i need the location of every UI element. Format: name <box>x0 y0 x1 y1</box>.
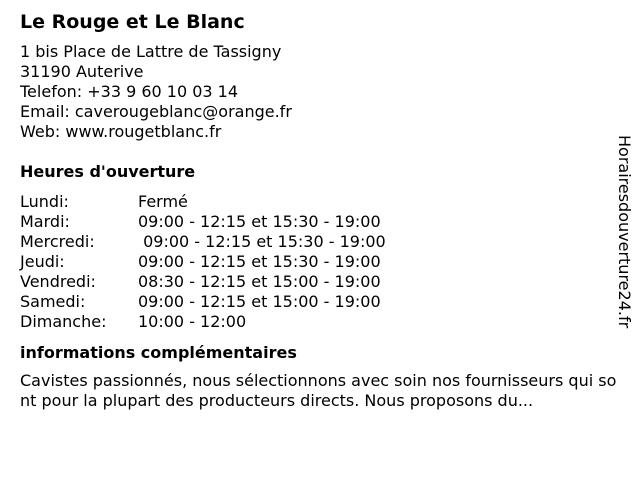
day-label: Vendredi: <box>20 272 96 291</box>
contact-block <box>20 42 620 142</box>
hours-row-vendredi <box>20 272 620 292</box>
time-value: 09:00 - 12:15 et 15:00 - 19:00 <box>138 292 381 311</box>
day-label: Dimanche: <box>20 312 107 331</box>
hours-heading: Heures d'ouverture <box>20 162 196 181</box>
address-line-1: 1 bis Place de Lattre de Tassigny <box>20 42 282 61</box>
day-label: Jeudi: <box>20 252 65 271</box>
day-label: Mercredi: <box>20 232 95 251</box>
phone-number: Telefon: +33 9 60 10 03 14 <box>20 82 239 101</box>
day-label: Lundi: <box>20 192 69 211</box>
hours-row-mardi <box>20 212 620 232</box>
info-description: Cavistes passionnés, nous sélectionnons avec soin nos fournisseurs qui sont pour la plupart des producteurs directs. Nous proposons du... <box>20 371 617 410</box>
time-value: Fermé <box>138 192 188 211</box>
info-heading: informations complémentaires <box>20 343 297 362</box>
business-name: Le Rouge et Le Blanc <box>20 11 245 33</box>
opening-hours-table <box>20 192 620 332</box>
time-value: 10:00 - 12:00 <box>138 312 247 331</box>
business-card <box>20 10 620 411</box>
website: Web: www.rougetblanc.fr <box>20 122 222 141</box>
hours-row-lundi <box>20 192 620 212</box>
address-line-2: 31190 Auterive <box>20 62 144 81</box>
day-label: Mardi: <box>20 212 70 231</box>
email-address: Email: caverougeblanc@orange.fr <box>20 102 292 121</box>
brand-watermark: Horairesdouverture24.fr <box>615 135 634 329</box>
hours-row-samedi <box>20 292 620 312</box>
time-value: 09:00 - 12:15 et 15:30 - 19:00 <box>138 252 381 271</box>
day-label: Samedi: <box>20 292 86 311</box>
hours-row-mercredi <box>20 232 620 252</box>
hours-row-jeudi <box>20 252 620 272</box>
hours-row-dimanche <box>20 312 620 332</box>
time-value: 09:00 - 12:15 et 15:30 - 19:00 <box>138 232 386 251</box>
time-value: 08:30 - 12:15 et 15:00 - 19:00 <box>138 272 381 291</box>
time-value: 09:00 - 12:15 et 15:30 - 19:00 <box>138 212 381 231</box>
